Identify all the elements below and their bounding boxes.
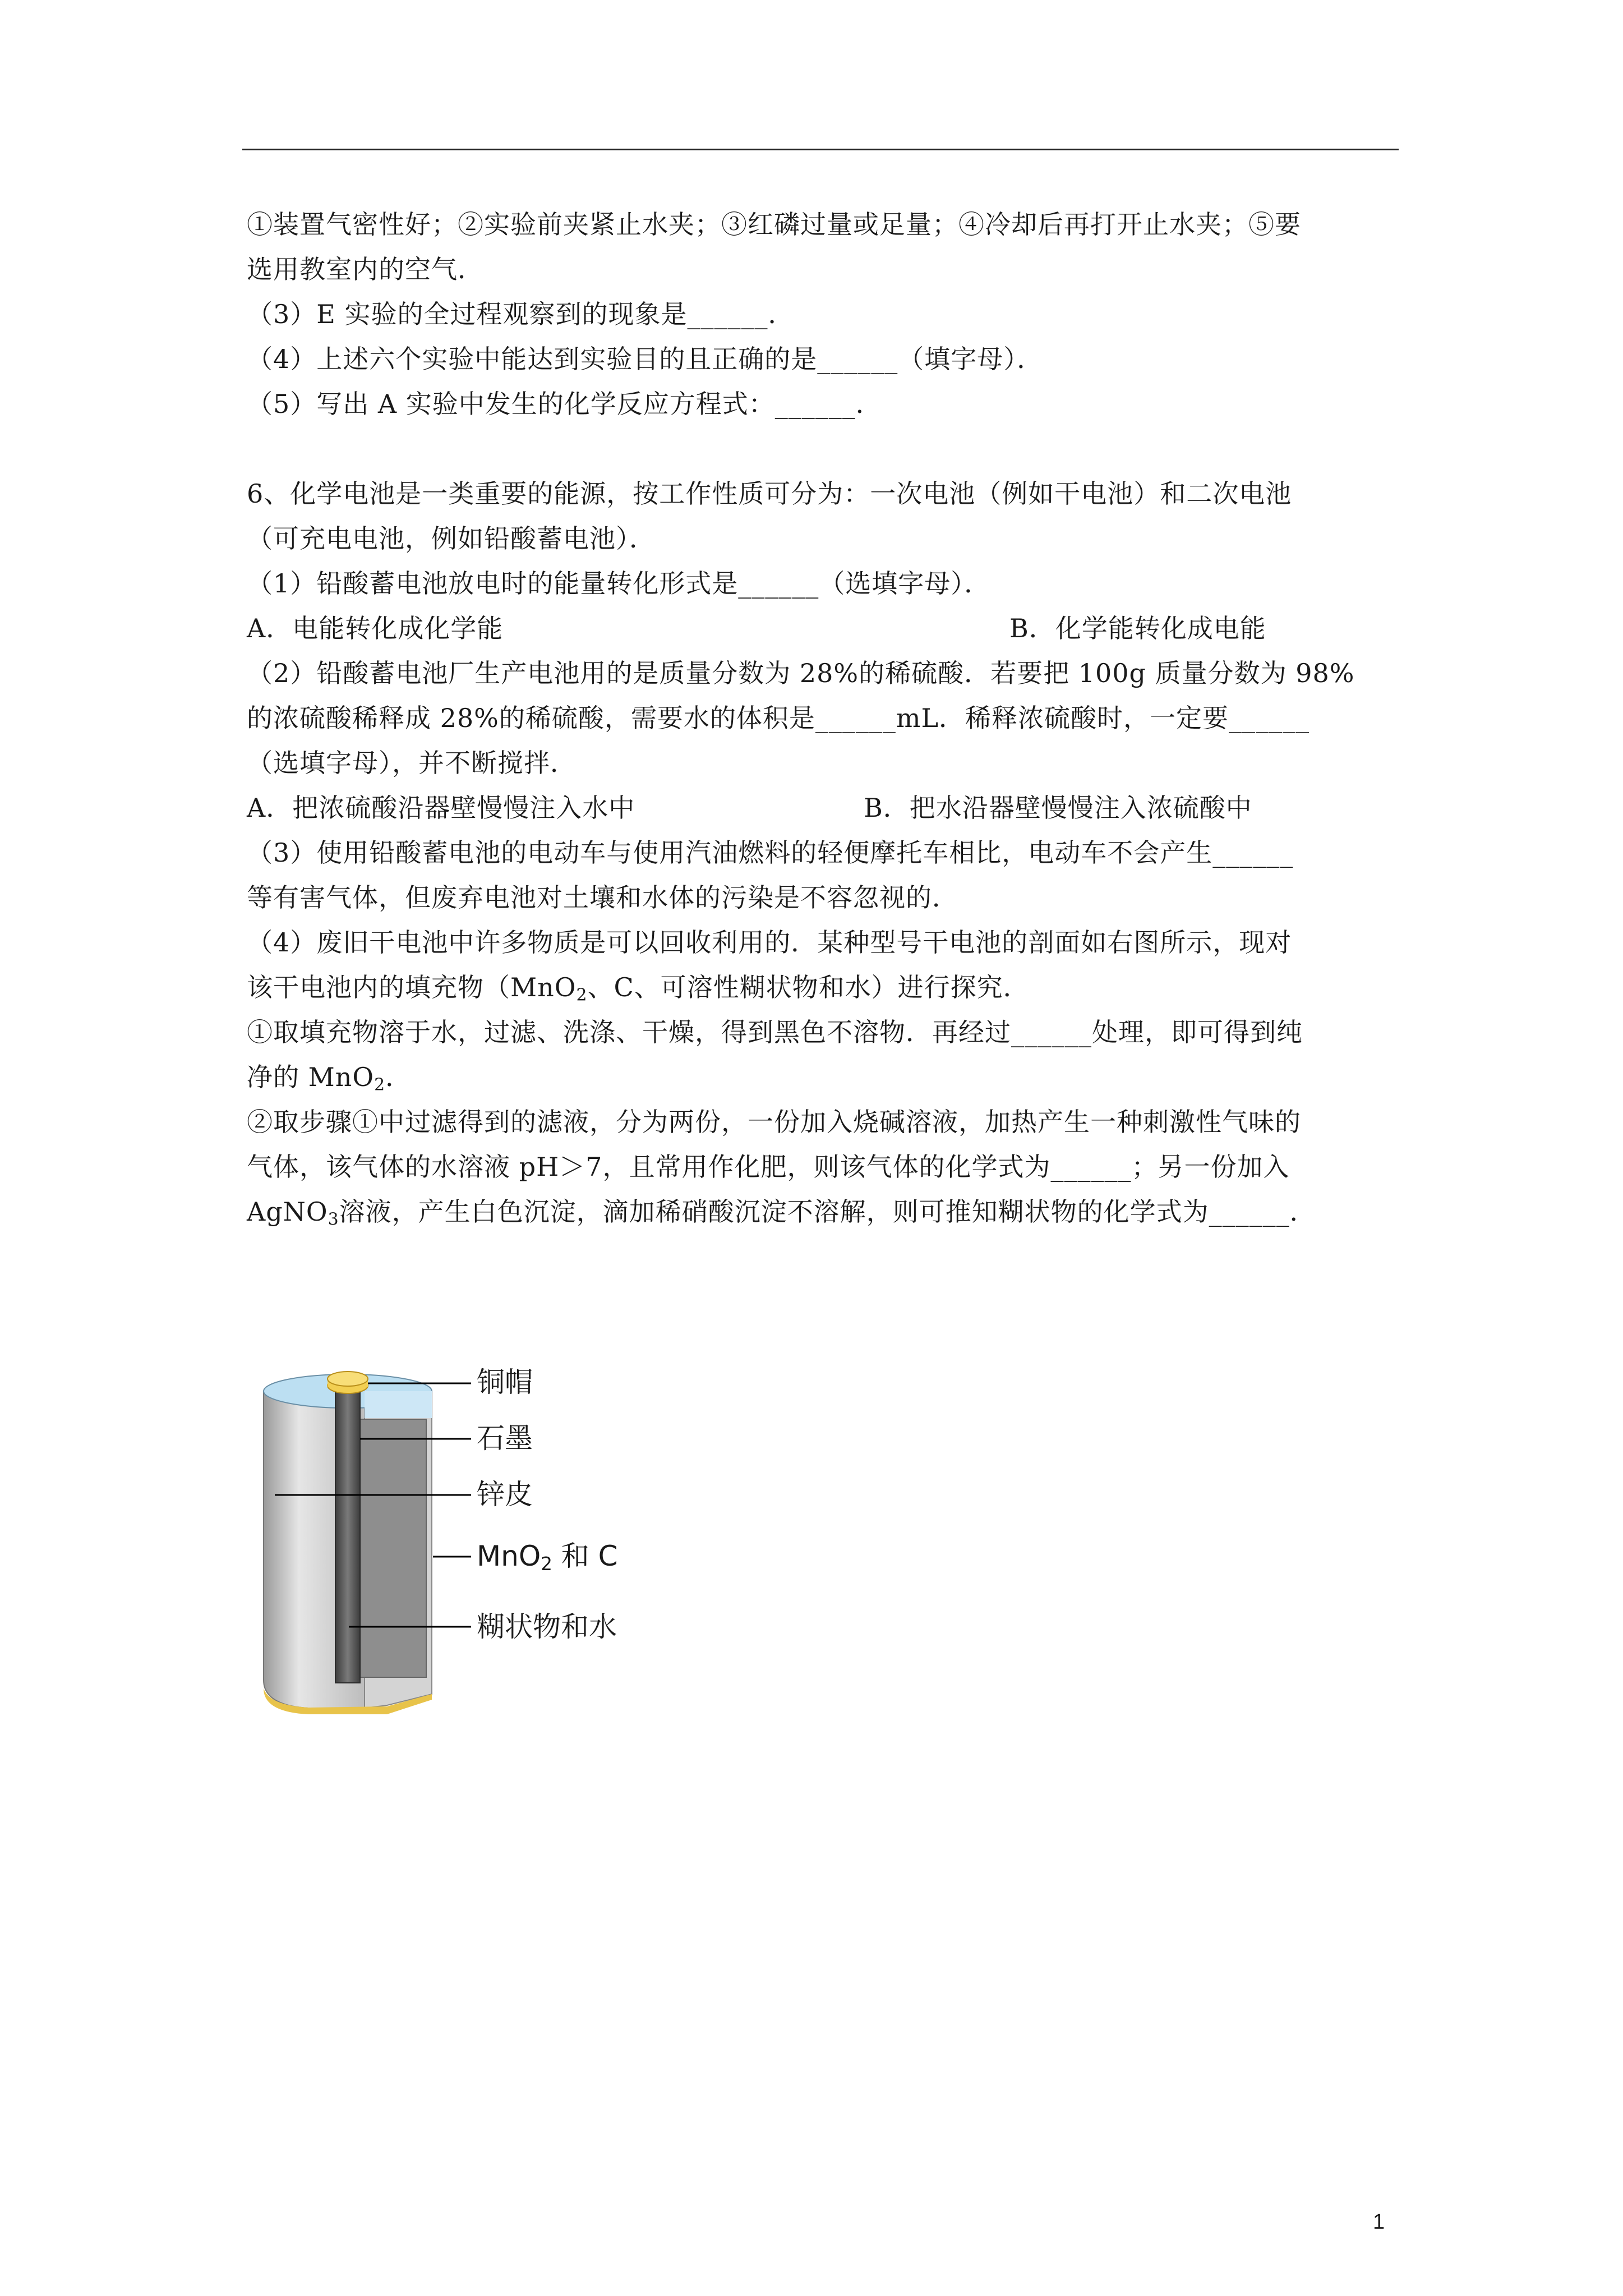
q6-item1-line1: ①取填充物溶于水，过滤、洗涤、干燥，得到黑色不溶物．再经过______处理，即可得到纯 [247, 1017, 1303, 1047]
q6-sub2-line2: 的浓硫酸稀释成 28%的稀硫酸，需要水的体积是______mL．稀释浓硫酸时，一定要______ [247, 703, 1310, 733]
q6-sub2-option-b: B．把水沿器壁慢慢注入浓硫酸中 [864, 793, 1252, 823]
q6-sub2-line3: （选填字母），并不断搅拌． [247, 748, 577, 778]
q6-intro-line1: 6、化学电池是一类重要的能源，按工作性质可分为：一次电池（例如干电池）和二次电池 [247, 478, 1292, 509]
q6-item1-line2: 净的 MnO$_2$． [247, 1062, 412, 1095]
page-number: 1 [1373, 2210, 1385, 2234]
q6-sub4-line1: （4）废旧干电池中许多物质是可以回收利用的．某种型号干电池的剖面如右图所示，现对 [247, 927, 1292, 958]
q6-sub1-option-b: B．化学能转化成电能 [1009, 613, 1266, 643]
q5-conditions-line2: 选用教室内的空气． [247, 254, 484, 284]
label-zinc-shell: 锌皮 [477, 1478, 533, 1511]
q6-sub2-line1: （2）铅酸蓄电池厂生产电池用的是质量分数为 28%的稀硫酸．若要把 100g 质量分数为 98% [247, 658, 1355, 688]
label-mno2-and-c: MnO$_2$ 和 C [477, 1540, 618, 1575]
q6-item2-line1: ②取步骤①中过滤得到的滤液，分为两份，一份加入烧碱溶液，加热产生一种刺激性气味的 [247, 1107, 1301, 1137]
q6-sub2-option-a: A．把浓硫酸沿器壁慢慢注入水中 [247, 793, 635, 823]
dry-cell-diagram [252, 1358, 645, 1717]
q6-item2-line3: AgNO$_3$溶液，产生白色沉淀，滴加稀硝酸沉淀不溶解，则可推知糊状物的化学式为______． [247, 1197, 1316, 1230]
q6-sub4-line2: 该干电池内的填充物（MnO$_2$、C、可溶性糊状物和水）进行探究． [247, 972, 1030, 1005]
q6-sub1-option-a: A．电能转化成化学能 [247, 613, 504, 643]
label-paste-and-water: 糊状物和水 [477, 1611, 617, 1643]
q6-sub3-line2: 等有害气体，但废弃电池对土壤和水体的污染是不容忽视的． [247, 882, 958, 913]
q6-sub3-line1: （3）使用铅酸蓄电池的电动车与使用汽油燃料的轻便摩托车相比，电动车不会产生______ [247, 838, 1294, 868]
label-graphite: 石墨 [477, 1422, 533, 1455]
q6-item2-line2: 气体，该气体的水溶液 pH＞7，且常用作化肥，则该气体的化学式为______；另一份加入 [247, 1152, 1290, 1182]
q5-part4: （4）上述六个实验中能达到实验目的且正确的是______（填字母）． [247, 344, 1044, 374]
q5-part3: （3）E 实验的全过程观察到的现象是______． [247, 299, 795, 329]
label-copper-cap: 铜帽 [477, 1366, 533, 1398]
header-rule [242, 149, 1399, 150]
dry-cell-figure [252, 1358, 645, 1717]
q6-intro-line2: （可充电电池，例如铅酸蓄电池）． [247, 523, 656, 554]
q5-conditions-line1: ①装置气密性好；②实验前夹紧止水夹；③红磷过量或足量；④冷却后再打开止水夹；⑤要 [247, 209, 1301, 240]
q5-part5: （5）写出 A 实验中发生的化学反应方程式：______． [247, 389, 882, 419]
q6-sub1: （1）铅酸蓄电池放电时的能量转化形式是______（选填字母）． [247, 568, 991, 599]
